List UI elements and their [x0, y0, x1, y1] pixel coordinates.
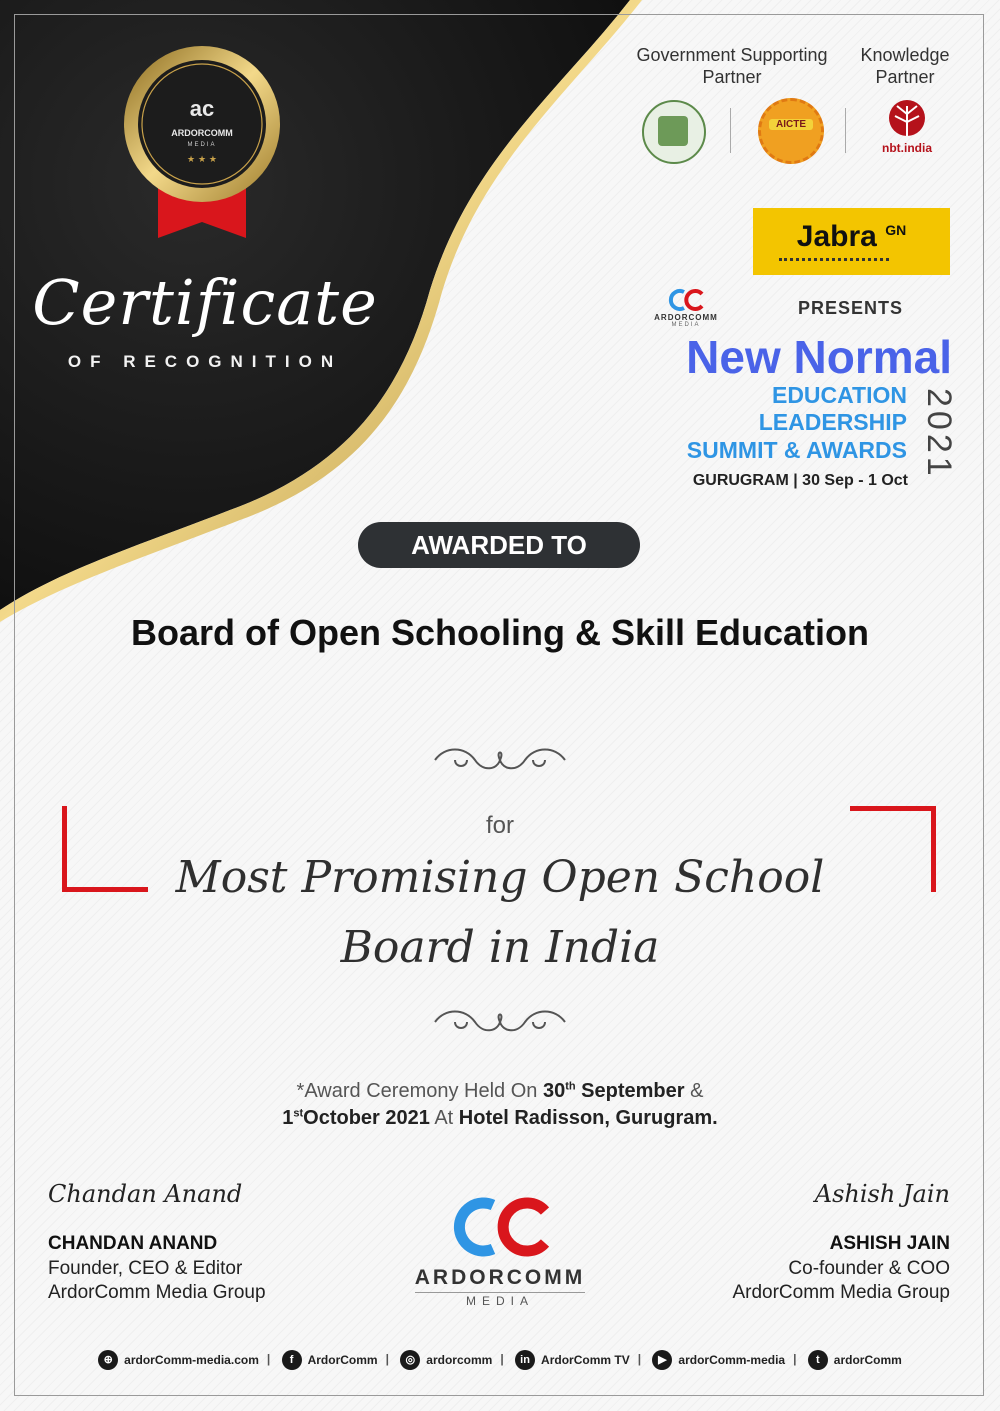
nbt-label: nbt.india	[882, 141, 932, 155]
event-title: New Normal	[686, 331, 952, 383]
ceremony-amp: &	[684, 1080, 704, 1102]
svg-text:ac: ac	[189, 96, 215, 121]
event-brand-name: ARDORCOMM	[654, 313, 718, 322]
ceremony-place: Hotel Radisson, Gurugram.	[458, 1107, 718, 1129]
ornament-top-icon	[425, 742, 575, 778]
footer-website-text: ardorComm-media.com	[124, 1353, 259, 1367]
footer-youtube[interactable]	[652, 1350, 785, 1370]
aicte-label: AICTE	[769, 119, 813, 130]
center-logo-sub: MEDIA	[415, 1292, 585, 1308]
event-line-leadership: LEADERSHIP	[758, 409, 907, 435]
sponsor-jabra-logo	[753, 208, 950, 275]
youtube-icon: ▶	[652, 1350, 672, 1370]
sponsor-underline	[779, 258, 889, 261]
award-title-line1: Most Promising Open School	[175, 852, 825, 903]
knowledge-partner-line2: Partner	[875, 67, 935, 87]
seal-sub: MEDIA	[187, 142, 217, 148]
ceremony-sup2: st	[293, 1107, 304, 1120]
ornament-bottom-icon	[425, 1004, 575, 1040]
ceremony-text: *Award Ceremony Held On	[296, 1080, 543, 1102]
ardorcomm-small-logo-icon	[666, 288, 706, 312]
certificate-subtitle: OF RECOGNITION	[67, 352, 343, 371]
signatory-right-org: ArdorComm Media Group	[732, 1282, 950, 1303]
linkedin-icon: in	[515, 1350, 535, 1370]
ceremony-line2	[180, 1107, 820, 1130]
ceremony-line1	[180, 1080, 820, 1103]
government-partner-line2: Partner	[702, 67, 762, 87]
presents-label: PRESENTS	[798, 298, 904, 318]
award-title-line2: Board in India	[340, 922, 660, 973]
seal-brand: ARDORCOMM	[171, 128, 233, 138]
telangana-emblem-icon	[642, 100, 706, 164]
knowledge-partner-label	[852, 44, 958, 88]
ardorcomm-center-logo	[395, 1195, 605, 1308]
center-logo-brand-text: ARDORCOMM	[414, 1266, 586, 1289]
aicte-logo-icon	[758, 98, 824, 164]
footer-social-bar: ⊕ ardorComm-media.com | f ArdorComm | ◎ ardorcomm | in ArdorComm TV | ▶ ardorComm-media | t ardorComm	[30, 1350, 970, 1370]
sponsor-name-text: Jabra	[796, 220, 877, 253]
signatory-right-name: ASHISH JAIN	[829, 1233, 950, 1254]
partner-divider	[730, 108, 731, 153]
for-label: for	[485, 812, 514, 839]
certificate-title: Certificate	[32, 266, 378, 339]
instagram-icon: ◎	[400, 1350, 420, 1370]
signatory-right-role: Co-founder & COO	[788, 1258, 950, 1279]
event-year: 2021	[920, 388, 958, 480]
ceremony-day1: 30	[542, 1080, 566, 1102]
signatory-left-name: CHANDAN ANAND	[48, 1233, 218, 1254]
sponsor-name	[753, 220, 950, 254]
ceremony-month1: September	[575, 1080, 685, 1102]
footer-youtube-text: ardorComm-media	[678, 1353, 786, 1367]
recipient-name: Board of Open Schooling & Skill Education	[130, 612, 870, 653]
ceremony-day2: 1	[282, 1107, 294, 1129]
ceremony-month2: October 2021	[303, 1107, 430, 1129]
signatory-left-role: Founder, CEO & Editor	[48, 1258, 243, 1279]
government-partner-line1: Government Supporting	[636, 45, 828, 65]
award-seal	[122, 44, 282, 244]
knowledge-partner-line1: Knowledge	[860, 45, 950, 65]
facebook-icon: f	[282, 1350, 302, 1370]
event-line-education: EDUCATION	[771, 382, 907, 408]
event-brand-sub: MEDIA	[671, 322, 701, 328]
nbt-tree-icon	[885, 98, 929, 138]
footer-website[interactable]	[98, 1350, 259, 1370]
sponsor-suffix: GN	[885, 222, 907, 238]
footer-twitter-text: ardorComm	[833, 1353, 902, 1367]
partner-divider	[845, 108, 846, 153]
seal-stars: ★ ★ ★	[187, 155, 217, 165]
footer-linkedin-text: ArdorComm TV	[541, 1353, 630, 1367]
footer-instagram[interactable]	[400, 1350, 492, 1370]
footer-twitter[interactable]	[808, 1350, 902, 1370]
awarded-to-badge: AWARDED TO	[358, 522, 640, 568]
event-venue: GURUGRAM | 30 Sep - 1 Oct	[692, 472, 908, 489]
twitter-icon: t	[808, 1350, 828, 1370]
footer-facebook-text: ArdorComm	[307, 1353, 378, 1367]
ardorcomm-logo-icon	[445, 1195, 555, 1259]
center-logo-brand	[395, 1266, 605, 1290]
web-icon: ⊕	[98, 1350, 118, 1370]
government-partner-label	[628, 44, 836, 88]
footer-linkedin[interactable]	[515, 1350, 630, 1370]
event-brand-logo	[646, 288, 726, 328]
signatory-left-org: ArdorComm Media Group	[48, 1282, 266, 1303]
signature-right: Ashish Jain	[814, 1180, 950, 1208]
signature-left: Chandan Anand	[48, 1180, 243, 1208]
footer-facebook[interactable]	[282, 1350, 378, 1370]
event-line-summit: SUMMIT & AWARDS	[686, 437, 907, 463]
nbt-logo-icon	[872, 98, 942, 160]
ceremony-at: At	[429, 1107, 459, 1129]
footer-instagram-text: ardorcomm	[426, 1353, 493, 1367]
ceremony-sup1: th	[565, 1080, 576, 1093]
